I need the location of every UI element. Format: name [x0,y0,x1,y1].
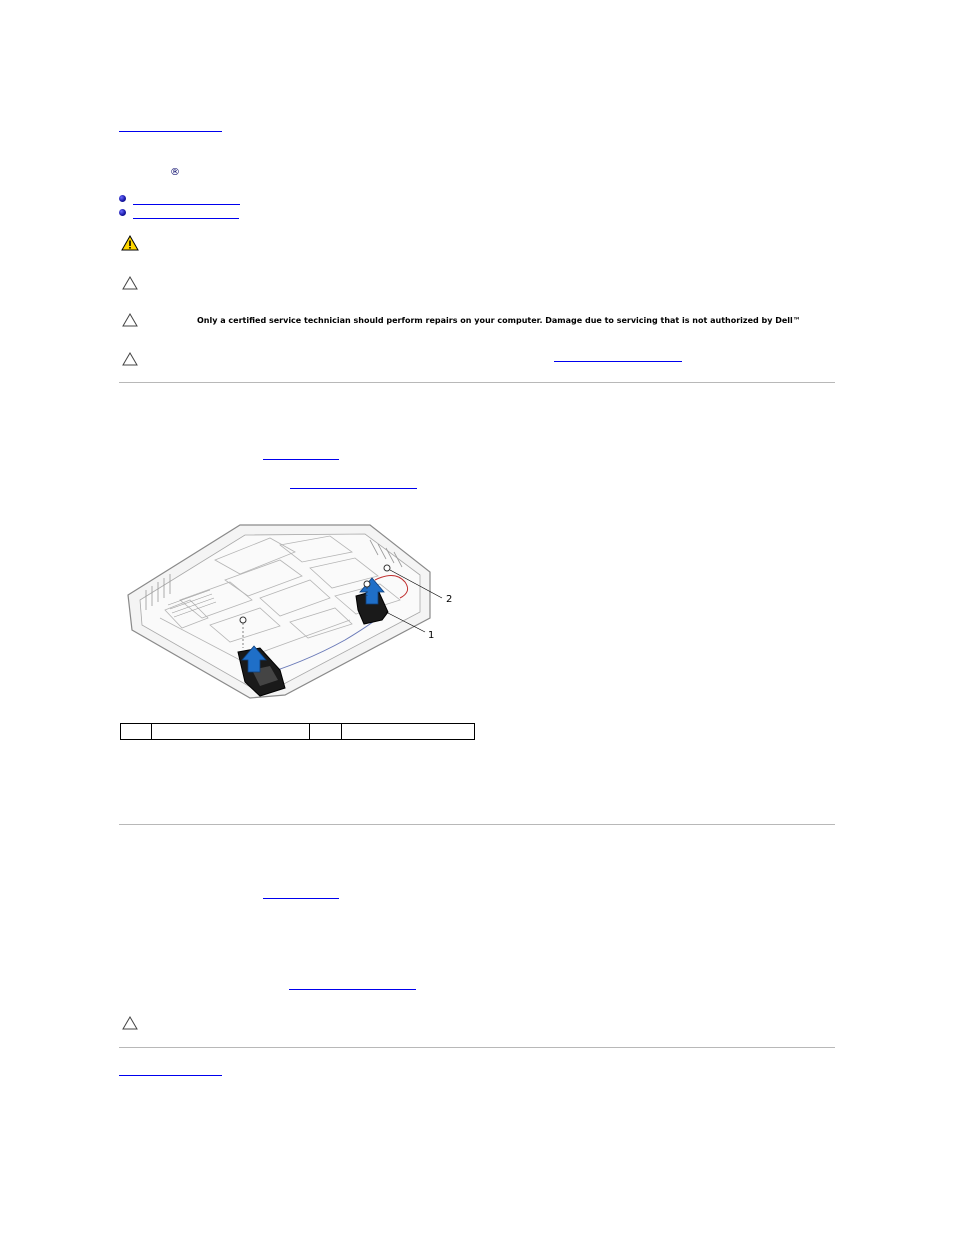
warning-icon [121,235,139,256]
table-row [121,724,475,740]
table-cell [310,724,342,740]
caution-text-technician: Only a certified service technician should perform repairs on your computer. Damage due to servicing that is not authorized by Dell™ [197,316,801,325]
bottom-nav-link[interactable] [119,1065,222,1076]
callout-table [120,723,475,740]
removal-step-link-2[interactable] [290,478,417,489]
speaker-removal-illustration [120,500,480,715]
replacement-step-link-2[interactable] [289,979,416,990]
table-cell [342,724,475,740]
table-cell [121,724,152,740]
callout-label-1: 1 [428,630,435,641]
table-cell [152,724,310,740]
toc-link-removing[interactable] [133,194,240,205]
caution-icon [122,1016,138,1035]
caution-icon [122,352,138,371]
section-divider [119,382,835,383]
bullet-icon [119,209,126,216]
replacement-step-link-1[interactable] [263,888,339,899]
toc-link-replacing[interactable] [133,208,239,219]
callout-label-2: 2 [446,594,453,605]
caution-icon [122,313,138,332]
before-you-begin-link[interactable] [554,351,682,362]
registered-mark: ® [170,167,180,178]
section-divider [119,1047,835,1048]
section-divider [119,824,835,825]
removal-step-link-1[interactable] [263,449,339,460]
bullet-icon [119,195,126,202]
top-nav-link[interactable] [119,121,222,132]
caution-icon [122,276,138,295]
